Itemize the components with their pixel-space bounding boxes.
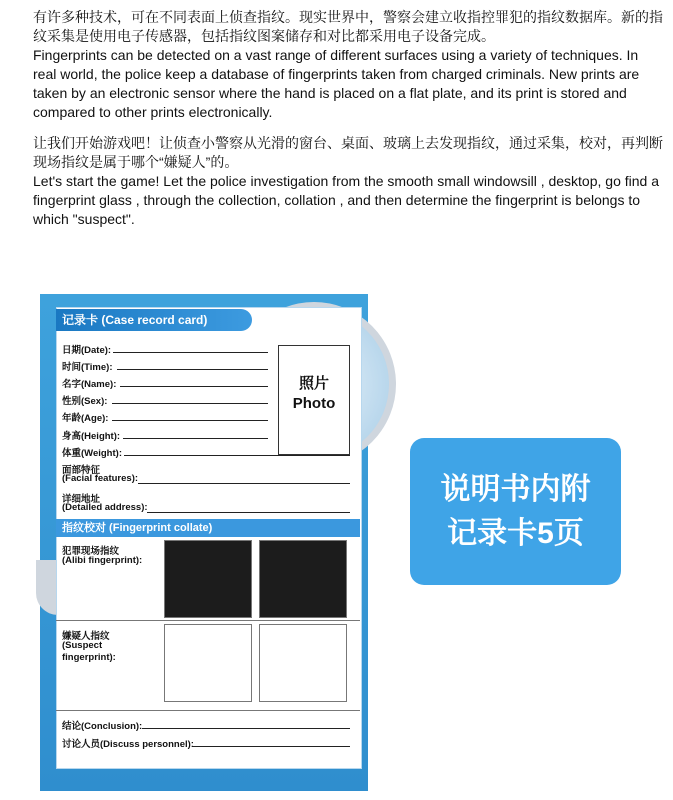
field-discuss-personnel: 讨论人员(Discuss personnel):	[62, 739, 194, 750]
field-name-line	[120, 386, 268, 387]
field-time-line	[117, 369, 268, 370]
field-sex: 性别(Sex):	[62, 396, 108, 407]
field-facial-en: (Facial features):	[62, 473, 139, 484]
intro-paragraph-2-cn: 让我们开始游戏吧！让侦查小警察从光滑的窗台、桌面、玻璃上去发现指纹，通过采集，校对，再判断现场指纹是属于哪个“嫌疑人”的。	[33, 135, 663, 170]
field-age: 年龄(Age):	[62, 413, 109, 424]
conclusion-divider	[56, 710, 360, 711]
fingerprint-collate-title: 指纹校对 (Fingerprint collate)	[56, 519, 360, 537]
alibi-fingerprint-slot-1	[164, 540, 252, 618]
field-sex-line	[112, 403, 268, 404]
photo-label-cn: 照片	[298, 375, 329, 392]
photo-box	[278, 345, 350, 455]
field-facial-cn: 面部特征	[62, 465, 101, 476]
alibi-label-cn: 犯罪现场指纹	[62, 546, 120, 557]
field-address-cn: 详细地址	[62, 494, 101, 505]
field-discuss-personnel-line	[193, 746, 350, 747]
intro-paragraph-1-cn: 有许多种技术，可在不同表面上侦查指纹。现实世界中，警察会建立收指控罪犯的指纹数据库。新的指纹采集是使用电子传感器，包括指纹图案储存和对比都采用电子设备完成。	[33, 9, 663, 44]
field-time: 时间(Time):	[62, 362, 113, 373]
record-card-badge	[410, 438, 621, 585]
collate-divider	[56, 620, 360, 621]
alibi-label-en: (Alibi fingerprint):	[62, 555, 143, 566]
field-date: 日期(Date):	[62, 345, 112, 356]
field-name: 名字(Name):	[62, 379, 117, 390]
intro-paragraph-2-en: Let's start the game! Let the police investigation from the smooth small windowsill , desktop, go find a fingerprint glass , through the collection, collation , and then determine the fingerprint is belongs to which "suspect".	[33, 173, 659, 227]
field-weight-line	[124, 455, 350, 456]
field-facial-line	[138, 483, 350, 484]
suspect-fingerprint-slot-2	[259, 624, 347, 702]
field-height-line	[123, 438, 268, 439]
badge-line-2: 记录卡5页	[447, 516, 584, 550]
field-address-line	[147, 512, 350, 513]
field-conclusion: 结论(Conclusion):	[62, 721, 143, 732]
field-age-line	[112, 420, 268, 421]
suspect-label-en-1: (Suspect	[62, 640, 103, 651]
field-conclusion-line	[142, 728, 350, 729]
alibi-fingerprint-slot-2	[259, 540, 347, 618]
photo-label-en: Photo	[292, 395, 336, 412]
suspect-fingerprint-slot-1	[164, 624, 252, 702]
field-height: 身高(Height):	[62, 431, 121, 442]
field-date-line	[113, 352, 268, 353]
suspect-label-cn: 嫌疑人指纹	[62, 631, 110, 642]
field-address-en: (Detailed address):	[62, 502, 148, 513]
intro-paragraph-1-en: Fingerprints can be detected on a vast range of different surfaces using a variety of techniques. In real world, the police keep a database of fingerprints taken from charged criminals. New prints are taken by an electronic sensor where the hand is placed on a flat plate, and its print is stored and compared to other prints electronically.	[33, 47, 640, 120]
suspect-label-en-2: fingerprint):	[62, 652, 116, 663]
badge-line-1: 说明书内附	[440, 472, 591, 506]
intro-text	[33, 8, 663, 229]
record-card-title: 记录卡 (Case record card)	[56, 309, 252, 331]
field-weight: 体重(Weight):	[62, 448, 122, 459]
